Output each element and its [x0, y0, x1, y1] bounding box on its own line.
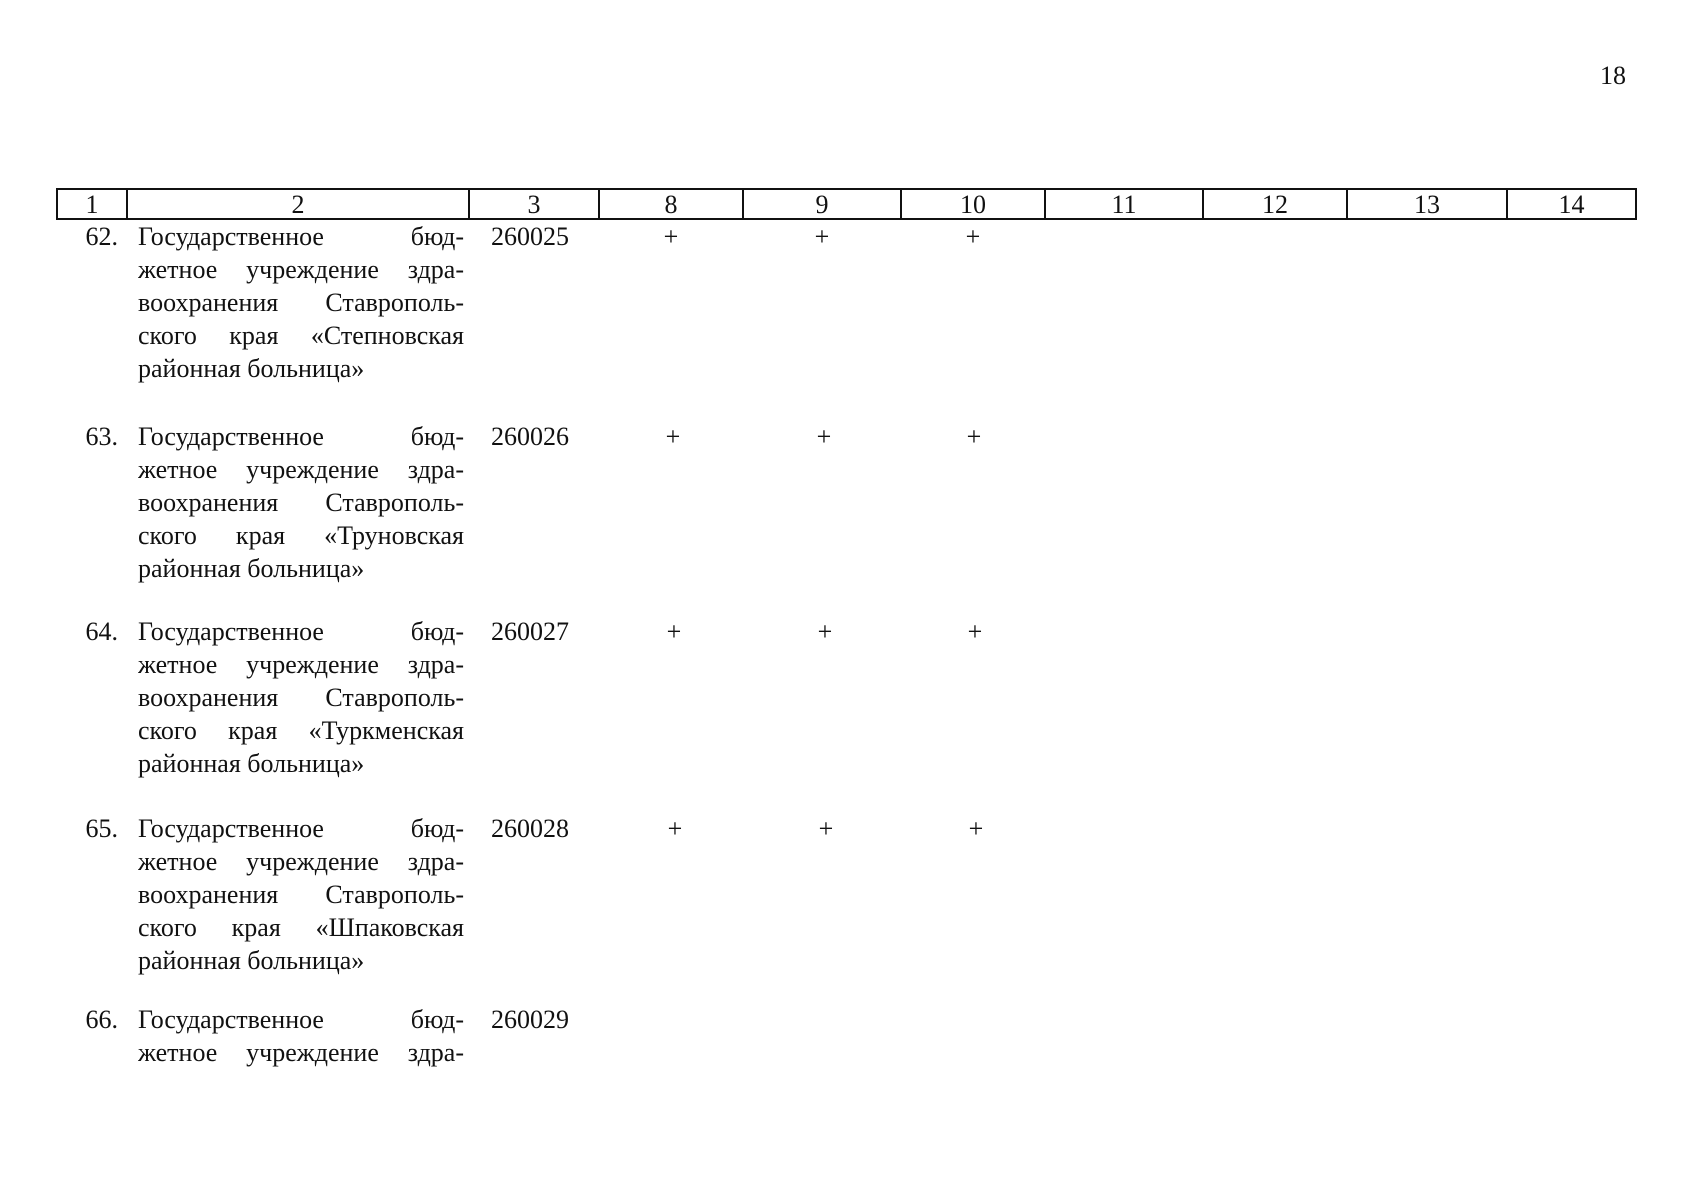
institution-code: 260027	[491, 617, 569, 646]
mark-col-10: +	[967, 617, 983, 646]
name-line: жетное учреждение здра-	[138, 455, 464, 484]
name-line: ского края «Туркменская	[138, 716, 464, 745]
mark-col-9: +	[818, 814, 834, 843]
page-number: 18	[1600, 61, 1626, 90]
mark-col-8: +	[666, 617, 682, 646]
header-col-11: 11	[1044, 188, 1204, 220]
header-col-12: 12	[1202, 188, 1348, 220]
row-number: 66.	[85, 1005, 118, 1034]
institution-name	[138, 420, 464, 585]
row-number: 64.	[85, 617, 118, 646]
row-number: 63.	[85, 422, 118, 451]
name-line: воохранения Ставрополь-	[138, 288, 464, 317]
mark-col-8: +	[665, 422, 681, 451]
name-line: Государственное бюд-	[138, 1005, 464, 1034]
name-line: Государственное бюд-	[138, 222, 464, 251]
header-col-9: 9	[742, 188, 902, 220]
header-col-1: 1	[56, 188, 128, 220]
mark-col-10: +	[968, 814, 984, 843]
mark-col-9: +	[816, 422, 832, 451]
name-line: воохранения Ставрополь-	[138, 683, 464, 712]
header-col-13: 13	[1346, 188, 1508, 220]
header-col-3: 3	[468, 188, 600, 220]
name-line: жетное учреждение здра-	[138, 847, 464, 876]
header-col-2: 2	[126, 188, 470, 220]
name-line: жетное учреждение здра-	[138, 255, 464, 284]
name-line: жетное учреждение здра-	[138, 1038, 464, 1067]
header-col-8: 8	[598, 188, 744, 220]
institution-name	[138, 812, 464, 977]
name-line: районная больница»	[138, 749, 365, 778]
mark-col-9: +	[814, 222, 830, 251]
name-line: воохранения Ставрополь-	[138, 488, 464, 517]
name-line: Государственное бюд-	[138, 422, 464, 451]
institution-code: 260028	[491, 814, 569, 843]
name-line: жетное учреждение здра-	[138, 650, 464, 679]
institution-name	[138, 615, 464, 780]
name-line: Государственное бюд-	[138, 814, 464, 843]
name-line: воохранения Ставрополь-	[138, 880, 464, 909]
institution-code: 260025	[491, 222, 569, 251]
row-number: 65.	[85, 814, 118, 843]
institution-name	[138, 220, 464, 385]
mark-col-8: +	[663, 222, 679, 251]
row-number: 62.	[85, 222, 118, 251]
header-col-14: 14	[1506, 188, 1637, 220]
name-line: районная больница»	[138, 946, 365, 975]
name-line: ского края «Труновская	[138, 521, 464, 550]
name-line: ского края «Шпаковская	[138, 913, 464, 942]
name-line: Государственное бюд-	[138, 617, 464, 646]
mark-col-8: +	[667, 814, 683, 843]
header-col-10: 10	[900, 188, 1046, 220]
institution-code: 260029	[491, 1005, 569, 1034]
mark-col-10: +	[965, 222, 981, 251]
name-line: районная больница»	[138, 354, 365, 383]
mark-col-9: +	[817, 617, 833, 646]
institution-code: 260026	[491, 422, 569, 451]
institution-name	[138, 1003, 464, 1069]
name-line: ского края «Степновская	[138, 321, 464, 350]
name-line: районная больница»	[138, 554, 365, 583]
mark-col-10: +	[966, 422, 982, 451]
